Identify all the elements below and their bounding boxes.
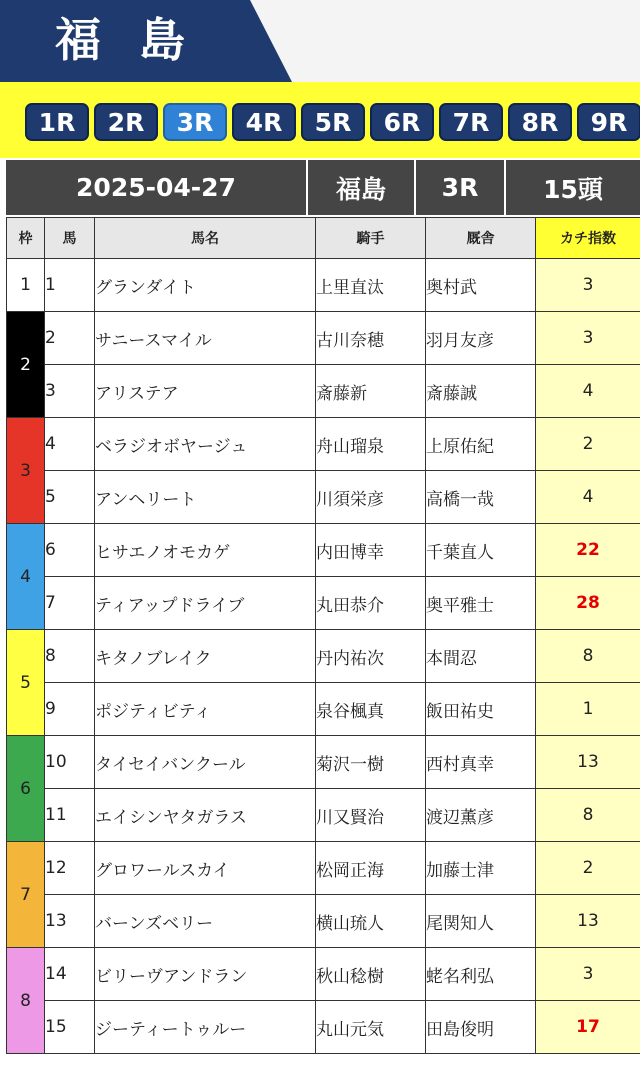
jockey-cell: 横山琉人 bbox=[316, 895, 426, 948]
table-row bbox=[7, 577, 640, 630]
umaban-cell: 15 bbox=[45, 1001, 95, 1054]
trainer-cell: 田島俊明 bbox=[426, 1001, 536, 1054]
horse-name-cell: バーンズベリー bbox=[95, 895, 316, 948]
waku-cell: 2 bbox=[7, 312, 45, 418]
race-tab-1r[interactable]: 1R bbox=[25, 103, 89, 141]
race-selector-bar bbox=[0, 82, 640, 158]
jockey-cell: 丸山元気 bbox=[316, 1001, 426, 1054]
table-row bbox=[7, 948, 640, 1001]
jockey-cell: 内田博幸 bbox=[316, 524, 426, 577]
header-waku: 枠 bbox=[7, 218, 45, 259]
table-row bbox=[7, 418, 640, 471]
kachi-index-cell: 2 bbox=[536, 842, 640, 895]
horse-name-cell: ジーティートゥルー bbox=[95, 1001, 316, 1054]
jockey-cell: 上里直汰 bbox=[316, 259, 426, 312]
race-tab-3r[interactable]: 3R bbox=[163, 103, 227, 141]
header-jockey: 騎手 bbox=[316, 218, 426, 259]
entries-body bbox=[7, 259, 640, 1054]
horse-name-cell: グランダイト bbox=[95, 259, 316, 312]
waku-cell: 1 bbox=[7, 259, 45, 312]
waku-cell: 5 bbox=[7, 630, 45, 736]
table-row bbox=[7, 736, 640, 789]
umaban-cell: 3 bbox=[45, 365, 95, 418]
race-tab-7r[interactable]: 7R bbox=[439, 103, 503, 141]
race-number: 3R bbox=[416, 160, 506, 215]
table-row bbox=[7, 683, 640, 736]
trainer-cell: 本間忍 bbox=[426, 630, 536, 683]
trainer-cell: 飯田祐史 bbox=[426, 683, 536, 736]
header-umaban: 馬 bbox=[45, 218, 95, 259]
kachi-index-cell: 8 bbox=[536, 789, 640, 842]
kachi-index-cell: 28 bbox=[536, 577, 640, 630]
waku-cell: 8 bbox=[7, 948, 45, 1054]
kachi-index-cell: 3 bbox=[536, 312, 640, 365]
kachi-index-cell: 2 bbox=[536, 418, 640, 471]
umaban-cell: 10 bbox=[45, 736, 95, 789]
umaban-cell: 12 bbox=[45, 842, 95, 895]
umaban-cell: 7 bbox=[45, 577, 95, 630]
table-row bbox=[7, 471, 640, 524]
kachi-index-cell: 13 bbox=[536, 895, 640, 948]
horse-name-cell: ベラジオボヤージュ bbox=[95, 418, 316, 471]
trainer-cell: 上原佑紀 bbox=[426, 418, 536, 471]
umaban-cell: 1 bbox=[45, 259, 95, 312]
jockey-cell: 松岡正海 bbox=[316, 842, 426, 895]
jockey-cell: 斎藤新 bbox=[316, 365, 426, 418]
trainer-cell: 千葉直人 bbox=[426, 524, 536, 577]
waku-cell: 7 bbox=[7, 842, 45, 948]
jockey-cell: 泉谷楓真 bbox=[316, 683, 426, 736]
venue-title: 福島 bbox=[55, 13, 223, 67]
table-header-row bbox=[7, 218, 640, 259]
table-row bbox=[7, 789, 640, 842]
trainer-cell: 奥村武 bbox=[426, 259, 536, 312]
umaban-cell: 4 bbox=[45, 418, 95, 471]
horse-name-cell: タイセイバンクール bbox=[95, 736, 316, 789]
horse-name-cell: ティアップドライブ bbox=[95, 577, 316, 630]
header-trainer: 厩舎 bbox=[426, 218, 536, 259]
race-date: 2025-04-27 bbox=[6, 160, 308, 215]
kachi-index-cell: 4 bbox=[536, 471, 640, 524]
jockey-cell: 丸田恭介 bbox=[316, 577, 426, 630]
kachi-index-cell: 17 bbox=[536, 1001, 640, 1054]
horse-name-cell: グロワールスカイ bbox=[95, 842, 316, 895]
table-row bbox=[7, 895, 640, 948]
horse-name-cell: アンヘリート bbox=[95, 471, 316, 524]
table-row bbox=[7, 365, 640, 418]
waku-cell: 6 bbox=[7, 736, 45, 842]
table-row bbox=[7, 842, 640, 895]
horse-name-cell: ヒサエノオモカゲ bbox=[95, 524, 316, 577]
table-row bbox=[7, 524, 640, 577]
kachi-index-cell: 1 bbox=[536, 683, 640, 736]
runner-count: 15頭 bbox=[506, 160, 640, 215]
table-row bbox=[7, 259, 640, 312]
race-venue: 福島 bbox=[308, 160, 416, 215]
horse-name-cell: ポジティビティ bbox=[95, 683, 316, 736]
umaban-cell: 2 bbox=[45, 312, 95, 365]
entries-table bbox=[6, 217, 640, 1054]
trainer-cell: 羽月友彦 bbox=[426, 312, 536, 365]
table-row bbox=[7, 312, 640, 365]
table-row bbox=[7, 630, 640, 683]
waku-cell: 4 bbox=[7, 524, 45, 630]
jockey-cell: 丹内祐次 bbox=[316, 630, 426, 683]
jockey-cell: 秋山稔樹 bbox=[316, 948, 426, 1001]
race-tab-6r[interactable]: 6R bbox=[370, 103, 434, 141]
horse-name-cell: アリステア bbox=[95, 365, 316, 418]
kachi-index-cell: 3 bbox=[536, 948, 640, 1001]
waku-cell: 3 bbox=[7, 418, 45, 524]
umaban-cell: 13 bbox=[45, 895, 95, 948]
table-row bbox=[7, 1001, 640, 1054]
kachi-index-cell: 4 bbox=[536, 365, 640, 418]
race-tab-2r[interactable]: 2R bbox=[94, 103, 158, 141]
jockey-cell: 舟山瑠泉 bbox=[316, 418, 426, 471]
jockey-cell: 川須栄彦 bbox=[316, 471, 426, 524]
umaban-cell: 8 bbox=[45, 630, 95, 683]
horse-name-cell: サニースマイル bbox=[95, 312, 316, 365]
race-tab-5r[interactable]: 5R bbox=[301, 103, 365, 141]
horse-name-cell: キタノブレイク bbox=[95, 630, 316, 683]
umaban-cell: 6 bbox=[45, 524, 95, 577]
race-tab-9r[interactable]: 9R bbox=[577, 103, 640, 141]
race-tab-4r[interactable]: 4R bbox=[232, 103, 296, 141]
umaban-cell: 9 bbox=[45, 683, 95, 736]
trainer-cell: 西村真幸 bbox=[426, 736, 536, 789]
kachi-index-cell: 13 bbox=[536, 736, 640, 789]
kachi-index-cell: 22 bbox=[536, 524, 640, 577]
umaban-cell: 11 bbox=[45, 789, 95, 842]
horse-name-cell: エイシンヤタガラス bbox=[95, 789, 316, 842]
header-kachi-index: カチ指数 bbox=[536, 218, 640, 259]
trainer-cell: 蛯名利弘 bbox=[426, 948, 536, 1001]
kachi-index-cell: 3 bbox=[536, 259, 640, 312]
jockey-cell: 菊沢一樹 bbox=[316, 736, 426, 789]
horse-name-cell: ビリーヴアンドラン bbox=[95, 948, 316, 1001]
trainer-cell: 奥平雅士 bbox=[426, 577, 536, 630]
umaban-cell: 5 bbox=[45, 471, 95, 524]
trainer-cell: 加藤士津 bbox=[426, 842, 536, 895]
race-tabs bbox=[25, 103, 640, 141]
kachi-index-cell: 8 bbox=[536, 630, 640, 683]
trainer-cell: 高橋一哉 bbox=[426, 471, 536, 524]
race-tab-8r[interactable]: 8R bbox=[508, 103, 572, 141]
jockey-cell: 川又賢治 bbox=[316, 789, 426, 842]
jockey-cell: 古川奈穂 bbox=[316, 312, 426, 365]
trainer-cell: 斎藤誠 bbox=[426, 365, 536, 418]
umaban-cell: 14 bbox=[45, 948, 95, 1001]
header-horse-name: 馬名 bbox=[95, 218, 316, 259]
race-info-row bbox=[6, 160, 640, 215]
trainer-cell: 尾関知人 bbox=[426, 895, 536, 948]
trainer-cell: 渡辺薫彦 bbox=[426, 789, 536, 842]
